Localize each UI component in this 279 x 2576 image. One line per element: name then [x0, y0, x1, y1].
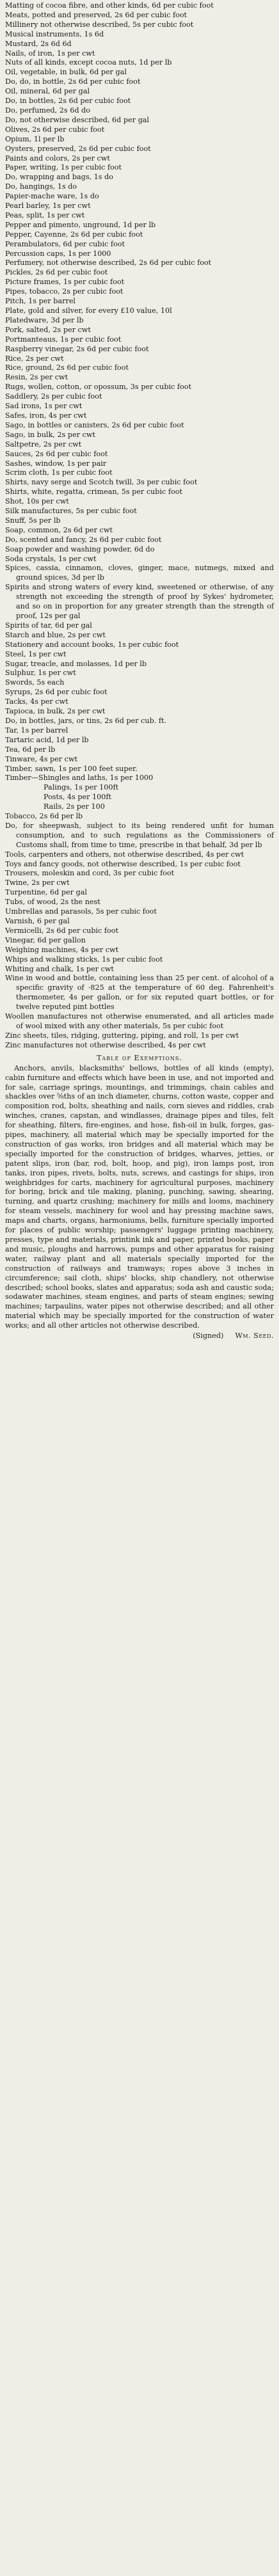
tariff-entry: Pickles, 2s 6d per cubic foot	[5, 268, 108, 277]
tariff-entry: Tar, 1s per barrel	[5, 726, 68, 735]
tariff-entry: Do, perfumed, 2s 6d do	[5, 106, 90, 115]
tariff-entry: Tubs, of wood, 2s the nest	[5, 898, 100, 907]
tariff-entry: Soap, common, 2s 6d per cwt	[5, 525, 113, 534]
tariff-entry: Rice, ground, 2s 6d per cubic foot	[5, 363, 129, 372]
tariff-entry: Olives, 2s 6d per cubic foot	[5, 125, 105, 134]
tariff-entry: Millinery not otherwise described, 5s per cubic foot	[5, 20, 194, 29]
tariff-entry: Rugs, wollen, cotton, or opossum, 3s per cubic foot	[5, 383, 192, 392]
tariff-entry: Tinware, 4s per cwt	[5, 754, 78, 763]
tariff-entry: Peas, split, 1s per cwt	[5, 211, 85, 219]
tariff-entry: Twine, 2s per cwt	[5, 879, 70, 887]
tariff-entry: Soap powder and washing powder, 6d do	[5, 545, 155, 553]
tariff-entry: Do, do, in bottle, 2s 6d per cubic foot	[5, 77, 141, 86]
tariff-entry: Tartaric acid, 1d per lb	[5, 735, 89, 744]
exemptions-heading: Table of Exemptions.	[97, 1053, 182, 1062]
tariff-entry: Pitch, 1s per barrel	[5, 297, 76, 306]
tariff-entry: Syrups, 2s 6d per cubic foot	[5, 688, 108, 697]
tariff-entry: Tapioca, in bulk, 2s per cwt	[5, 707, 106, 716]
tariff-entry: Turpentine, 6d per gal	[5, 888, 87, 897]
signature-label: (Signed)	[193, 1332, 224, 1340]
tariff-entry: Timber, sawn, 1s per 100 feet super.	[5, 764, 138, 773]
tariff-entry: Platedware, 3d per lb	[5, 315, 84, 324]
tariff-entry: Varnish, 6 per gal	[5, 917, 70, 925]
tariff-entry: Vinegar, 6d per gallon	[5, 935, 86, 944]
tariff-entry: Toys and fancy goods, not otherwise described, 1s per cubic foot	[5, 859, 241, 868]
timber-sub-list	[5, 783, 274, 812]
tariff-entry: Paints and colors, 2s per cwt	[5, 154, 110, 163]
tariff-entry: Sauces, 2s 6d per cubic foot	[5, 449, 108, 458]
tariff-entry: Rails, 2s per 100	[44, 802, 105, 811]
tariff-entry: Sashes, window, 1s per pair	[5, 459, 107, 468]
tariff-entry: Silk manufactures, 5s per cubic foot	[5, 507, 137, 516]
tariff-entry: Perambulators, 6d per cubic foot	[5, 239, 125, 248]
tariff-entry: Sad irons, 1s per cwt	[5, 402, 83, 411]
signature-name: Wm. Seed.	[235, 1332, 274, 1340]
tariff-entry: Trousers, moleskin and cord, 3s per cubic foot	[5, 869, 175, 878]
tariff-entry: Raspberry vinegar, 2s 6d per cubic foot	[5, 344, 149, 353]
tariff-entry: Sugar, treacle, and molasses, 1d per lb	[5, 659, 147, 668]
tariff-entry: Weighing machines, 4s per cwt	[5, 945, 119, 954]
tariff-entry: Tobacco, 2s 6d per lb	[5, 812, 83, 821]
tariff-entry: Saddlery, 2s per cubic foot	[5, 392, 102, 401]
tariff-entry: Timber—Shingles and laths, 1s per 1000	[5, 774, 154, 783]
tariff-entry: Tools, carpenters and others, not otherwise described, 4s per cwt	[5, 850, 244, 859]
tariff-entry: Resin, 2s per cwt	[5, 373, 68, 382]
tariff-entry: Pipes, tobacco, 2s per cubic foot	[5, 287, 124, 296]
tariff-entry: Wine in wood and bottle, containing less than 25 per cent. of alcohol of a specific gravity of ·825 at the temperature of 60 deg. Fahrenheit's thermometer, 4s per gallon, or for six reputed quart bottles, or for twelve reputed pint bottles	[5, 974, 274, 1012]
tariff-entry: Palings, 1s per 100ft	[44, 783, 119, 792]
tariff-entry: Soda crystals, 1s per cwt	[5, 554, 97, 563]
tariff-entry: Vermicelli, 2s 6d per cubic foot	[5, 926, 119, 935]
tariff-entry: Saltpetre, 2s per cwt	[5, 440, 82, 449]
tariff-entry: Paper, writing, 1s per cubic foot	[5, 163, 122, 172]
tariff-entry: Rice, 2s per cwt	[5, 354, 64, 363]
tariff-list	[5, 1, 274, 783]
tariff-entry: Nuts of all kinds, except cocoa nuts, 1d per lb	[5, 58, 172, 67]
tariff-entry: Stationery and account books, 1s per cubic foot	[5, 640, 179, 649]
tariff-entry: Whips and walking sticks, 1s per cubic foot	[5, 955, 163, 964]
tariff-entry: Portmanteaus, 1s per cubic foot	[5, 335, 122, 344]
tariff-entry: Zinc sheets, tiles, ridging, guttering, piping, and roll, 1s per cwt	[5, 1031, 239, 1040]
tariff-list-continued	[5, 812, 274, 1051]
tariff-entry: Steel, 1s per cwt	[5, 649, 67, 658]
tariff-entry: Zinc manufactures not otherwise described, 4s per cwt	[5, 1040, 206, 1049]
tariff-entry: Percussion caps, 1s per 1000	[5, 249, 111, 258]
tariff-entry: Nails, of iron, 1s per cwt	[5, 49, 95, 58]
tariff-entry: Shot, 10s per cwt	[5, 497, 69, 506]
exemptions-text: Anchors, anvils, blacksmiths' bellows, bottles of all kinds (empty), cabin furniture and effects which have been in use, and not imported and for sale, carriage springs, mountings, and trimmings, chain cables and shackles over ⅝ths of an inch diameter, churns, cotton waste, copper and composition rod, bolts, sheathing and nails, corn sieves and riddles, crab winches, cranes, capstan, and windlasses, drainage pipes and tiles, felt for sheathing, filters, fire-engines, and hose, fish-oil in bulk, forges, gas-pipes, machinery, all material which may be specially imported for the construction of gas works, iron bridges and all material which may be specially imported for the construction of bridges, wharves, jetties, or patent slips, iron (bar, rod, bolt, hoop, and pig), iron lamps post, iron tanks, iron pipes, rivets, bolts, nuts, screws, and castings for ships, iron weighbridges for carts, machinery for agricultural purposes, machinery for boring, brick and tile making, planing, punching, sawing, shearing, turning, and quartz crushing; machinery for mills and looms, machinery for steam vessels, machinery for wool and hay pressing machine saws, maps and charts, organs, harmoniums, bells, furniture specially imported for places of public worship; passengers' luggage printing machinery, presses, type and materials, printink ink and paper, printed books, paper and music, ploughs and harrows, pumps and other apparatus for raising water, railway plant and all materials specially imported for the construction of railways and tramways; ropes above 3 inches in circumference; sail cloth, ships' blocks, ship chandlery, not otherwise described; school books, slates and apparatus; soda ash and caustic soda; sodawater machines, steam engines, and parts of steam engines; sewing machines; tarpaulins, water pipes not otherwise described; and all other material which may be specially imported for the construction of water works; and all other articles not otherwise described.	[5, 1063, 274, 1330]
tariff-entry: Perfumery, not otherwise described, 2s 6d per cubic foot	[5, 258, 212, 267]
tariff-entry: Oysters, preserved, 2s 6d per cubic foot	[5, 144, 151, 153]
tariff-entry: Snuff, 5s per lb	[5, 516, 61, 525]
tariff-entry: Shirts, white, regatta, crimean, 5s per cubic foot	[5, 488, 182, 497]
tariff-entry: Plate, gold and silver, for every £10 value, 10l	[5, 306, 172, 315]
tariff-entry: Tea, 6d per lb	[5, 745, 56, 754]
tariff-entry: Meats, potted and preserved, 2s 6d per cubic foot	[5, 10, 187, 19]
tariff-entry: Spices, cassia, cinnamon, cloves, ginger, mace, nutmegs, mixed and ground spices, 3d per lb	[5, 564, 274, 582]
tariff-entry: Do, not otherwise described, 6d per gal	[5, 115, 149, 124]
tariff-entry: Picture frames, 1s per cubic foot	[5, 278, 125, 287]
tariff-entry: Do, hangings, 1s do	[5, 182, 77, 191]
tariff-entry: Pepper and pimento, unground, 1d per lb	[5, 220, 156, 229]
tariff-entry: Do, in bottles, 2s 6d per cubic foot	[5, 97, 131, 106]
tariff-entry: Pork, salted, 2s per cwt	[5, 325, 91, 334]
tariff-entry: Pepper, Cayenne, 2s 6d per cubic foot	[5, 230, 143, 239]
tariff-entry: Do, in bottles, jars, or tins, 2s 6d per cub. ft.	[5, 716, 167, 725]
tariff-entry: Safes, iron, 4s per cwt	[5, 411, 87, 420]
tariff-entry: Posts, 4s per 100ft	[44, 793, 111, 802]
tariff-entry: Pearl barley, 1s per cwt	[5, 202, 91, 211]
tariff-entry: Spirits and strong waters of every kind, sweetened or otherwise, of any strength not exceeding the strength of proof by Sykes' hydrometer, and so on in proportion for any greater strength than the strength of proof, 12s per gal	[5, 583, 274, 620]
tariff-entry: Musical instruments, 1s 6d	[5, 29, 104, 38]
tariff-entry: Spirits of tar, 6d per gal	[5, 621, 92, 630]
tariff-entry: Starch and blue, 2s per cwt	[5, 630, 106, 639]
tariff-entry: Opium, 1l per lb	[5, 134, 65, 143]
tariff-entry: Scrim cloth, 1s per cubic foot	[5, 468, 113, 477]
tariff-entry: Oil, vegetable, in bulk, 6d per gal	[5, 68, 127, 77]
tariff-entry: Umbrellas and parasols, 5s per cubic foot	[5, 907, 157, 916]
tariff-entry: Swords, 5s each	[5, 678, 65, 687]
tariff-entry: Woollen manufactures not otherwise enumerated, and all articles made of wool mixed with any other materials, 5s per cubic foot	[5, 1012, 274, 1030]
tariff-entry: Shirts, navy serge and Scotch twill, 3s per cubic foot	[5, 478, 198, 487]
tariff-entry: Sago, in bulk, 2s per cwt	[5, 430, 95, 439]
tariff-entry: Matting of cocoa fibre, and other kinds, 6d per cubic foot	[5, 1, 214, 10]
tariff-entry: Mustard, 2s 6d 6d	[5, 39, 72, 48]
tariff-entry: Sago, in bottles or canisters, 2s 6d per cubic foot	[5, 420, 184, 429]
tariff-entry: Whiting and chalk, 1s per cwt	[5, 964, 114, 973]
tariff-entry: Papier-mache ware, 1s do	[5, 192, 99, 201]
tariff-entry: Do, wrapping and bags, 1s do	[5, 173, 113, 182]
tariff-entry: Oil, mineral, 6d per gal	[5, 87, 90, 96]
signature-block	[5, 1331, 274, 1340]
tariff-entry: Do, scented and fancy, 2s 6d per cubic foot	[5, 535, 162, 544]
tariff-entry: Tacks, 4s per cwt	[5, 697, 68, 706]
tariff-entry: Do, for sheepwash, subject to its being rendered unfit for human consumption, and to such regulations as the Commissioners of Customs shall, from time to time, prescribe in that behalf, 3d per lb	[5, 821, 274, 849]
tariff-entry: Sulphur, 1s per cwt	[5, 669, 76, 678]
